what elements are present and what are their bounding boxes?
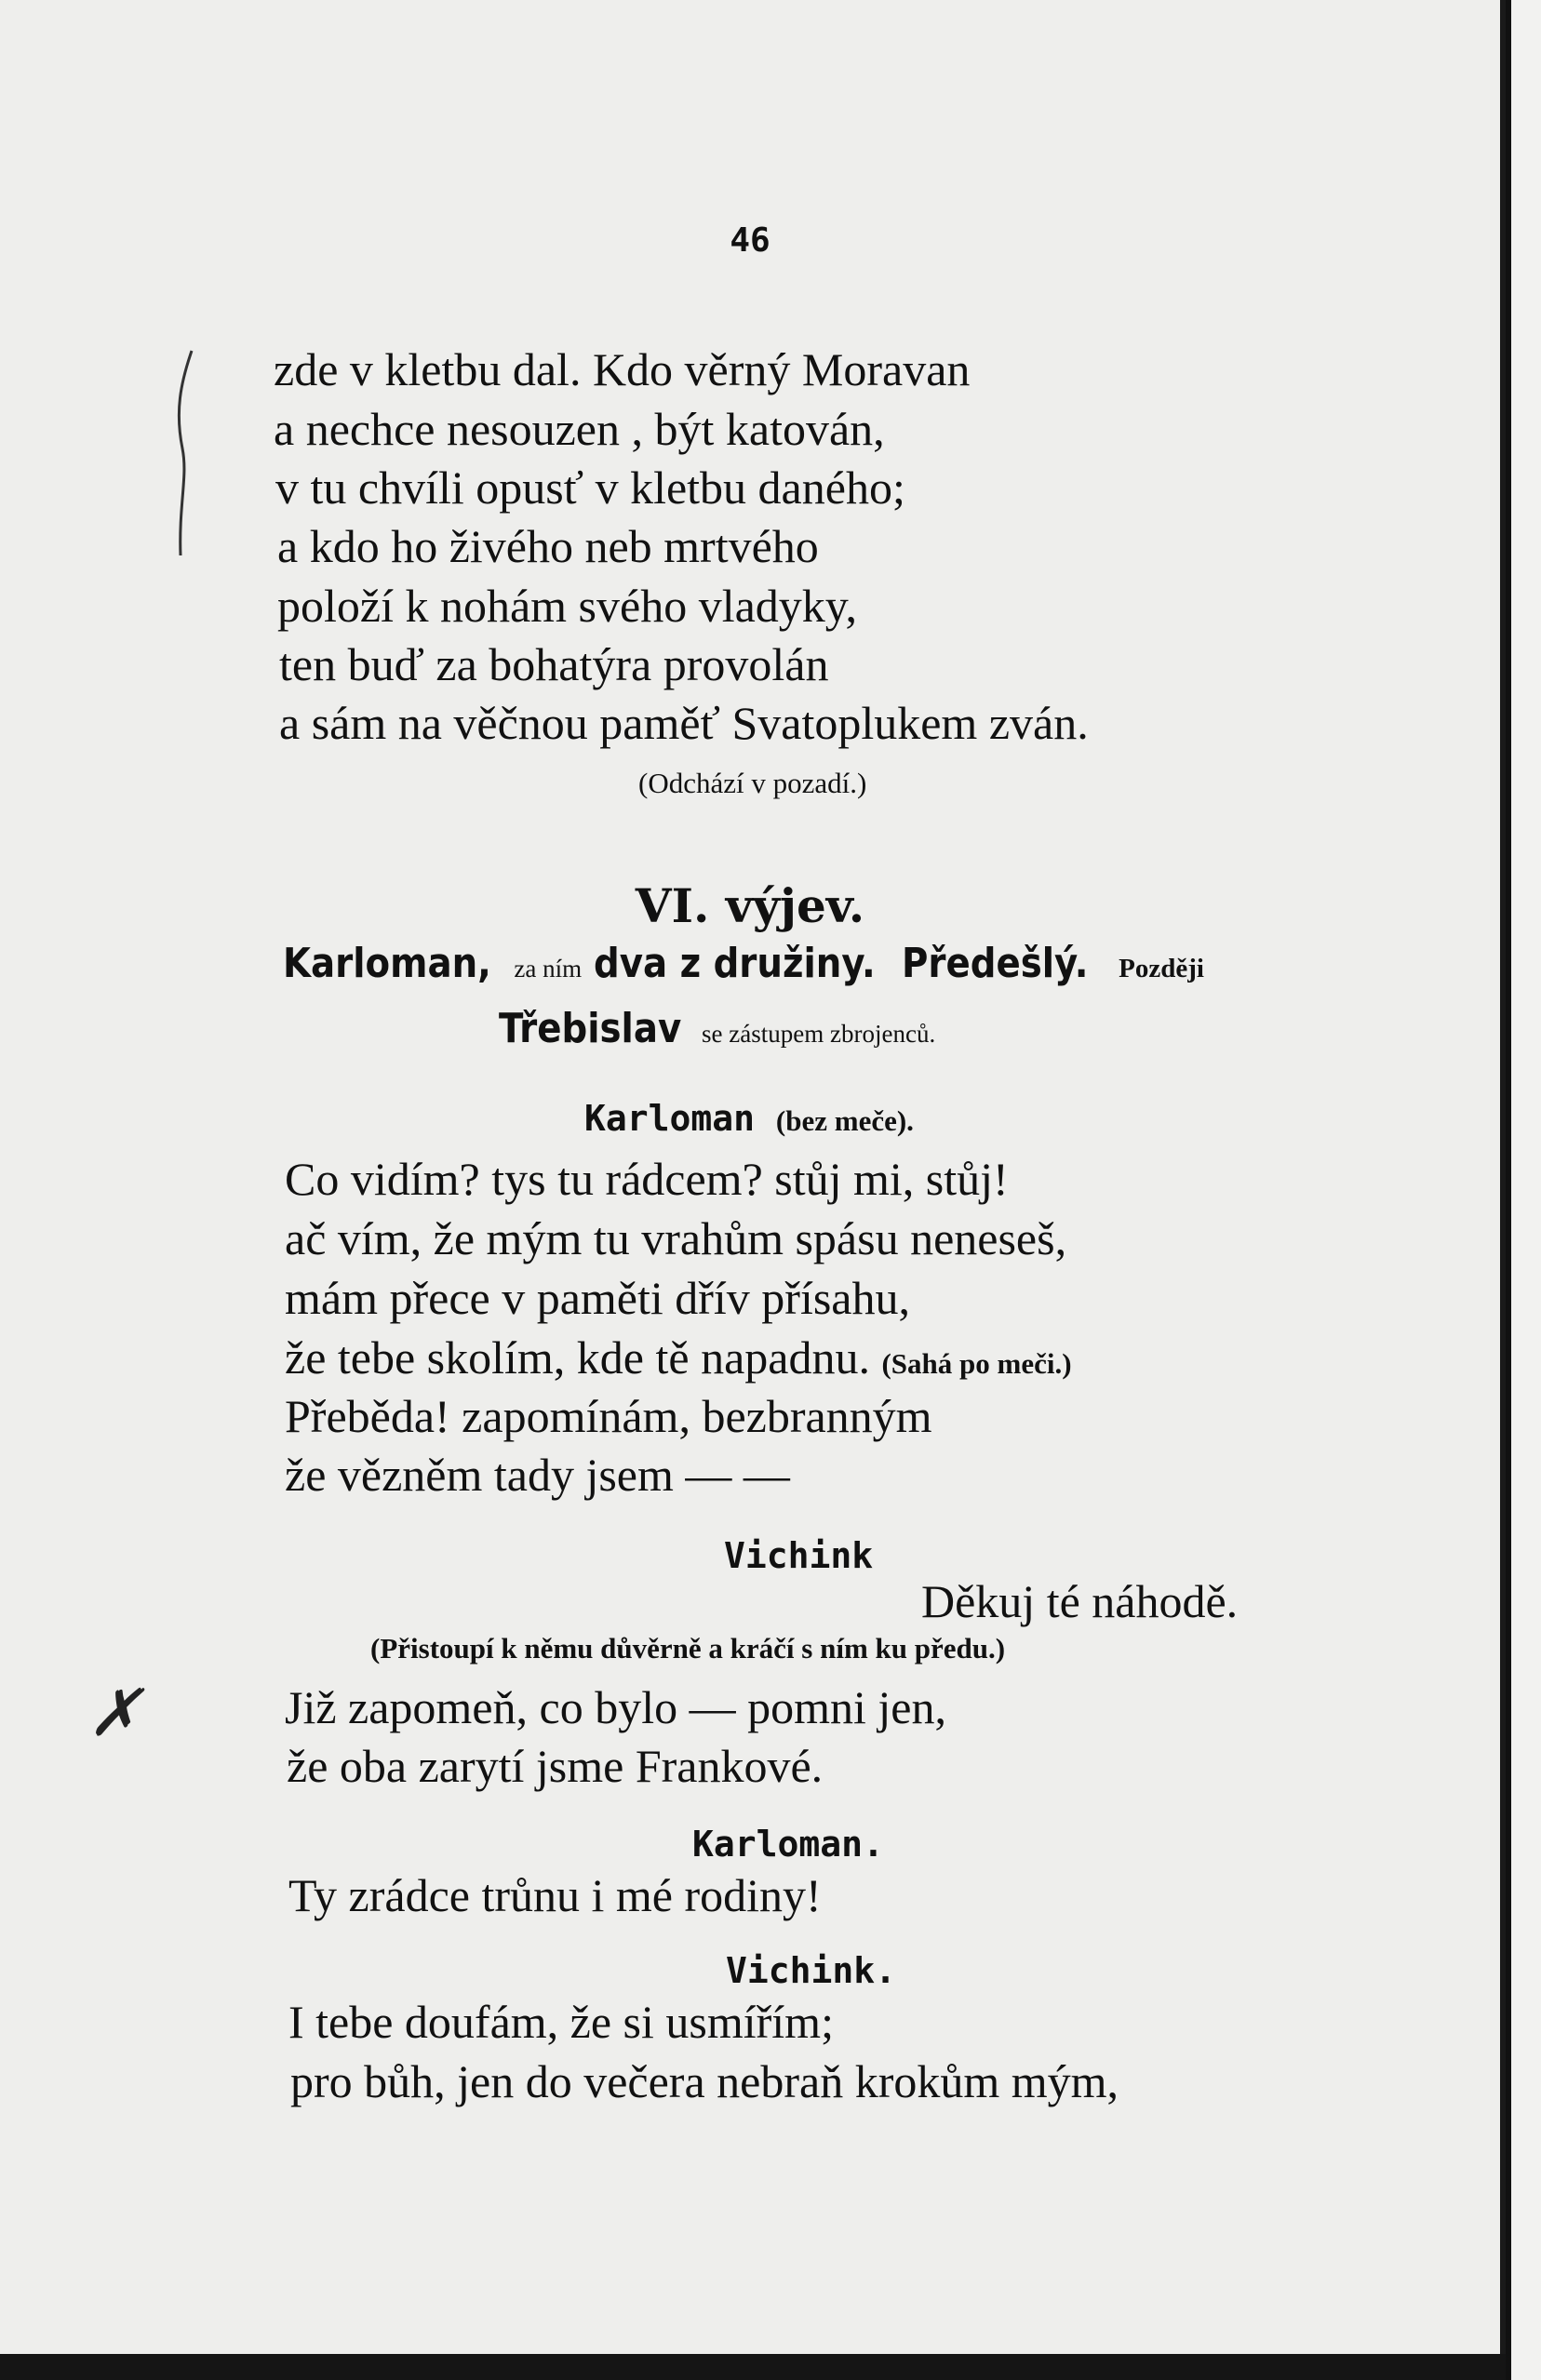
cast-line — [283, 940, 1204, 987]
cast-name: Třebislav — [499, 1005, 682, 1052]
dialogue-line: Přeběda! zapomínám, bezbranným — [285, 1390, 932, 1442]
stage-direction: (Sahá po meči.) — [881, 1347, 1072, 1380]
verse-line: a kdo ho živého neb mrtvého — [277, 520, 819, 572]
speaker-note: (bez meče). — [775, 1104, 914, 1137]
speaker-name-text: Karloman — [584, 1098, 756, 1139]
pencil-x-mark: ✗ — [87, 1675, 142, 1751]
dialogue-text: že tebe skolím, kde tě napadnu. — [285, 1331, 870, 1384]
stage-direction: (Přistoupí k němu důvěrně a kráčí s ním ku předu.) — [370, 1632, 1006, 1665]
dialogue-line: že oba zarytí jsme Frankové. — [287, 1740, 824, 1792]
speaker-name: Karloman. — [692, 1824, 884, 1865]
verse-line: a sám na věčnou paměť Svatoplukem zván. — [279, 697, 1089, 749]
pencil-bracket-mark — [171, 346, 208, 560]
dialogue-line: Co vidím? tys tu rádcem? stůj mi, stůj! — [285, 1153, 1009, 1205]
verse-line: položí k nohám svého vladyky, — [277, 580, 858, 632]
dialogue-line — [285, 1331, 1072, 1384]
cast-name: Karloman, — [283, 940, 491, 987]
dialogue-line: ač vím, že mým tu vrahům spásu neneseš, — [285, 1212, 1067, 1264]
speaker-name — [584, 1098, 914, 1139]
dialogue-line: že vězněm tady jsem — — — [285, 1449, 790, 1501]
dialogue-line: Ty zrádce trůnu i mé rodiny! — [288, 1869, 822, 1921]
scene-title: VI. výjev. — [635, 878, 865, 933]
cast-name: Předešlý. — [902, 940, 1089, 987]
verse-line: zde v kletbu dal. Kdo věrný Moravan — [274, 343, 971, 395]
cast-note: Později — [1119, 954, 1204, 983]
cast-line — [499, 1005, 935, 1052]
verse-line: v tu chvíli opusť v kletbu daného; — [275, 461, 905, 514]
dialogue-line: I tebe doufám, že si usmířím; — [288, 1996, 834, 2048]
stage-direction: (Odchází v pozadí.) — [638, 767, 867, 799]
dialogue-line: mám přece v paměti dřív přísahu, — [285, 1272, 910, 1324]
verse-line: a nechce nesouzen , být katován, — [274, 403, 885, 455]
cast-note: se zástupem zbrojenců. — [702, 1020, 936, 1048]
cast-note: za ním — [514, 955, 583, 983]
scan-border — [0, 2354, 1506, 2380]
page-number: 46 — [730, 221, 770, 260]
cast-name: dva z družiny. — [594, 940, 876, 987]
verse-line: ten buď za bohatýra provolán — [279, 638, 829, 690]
dialogue-line: pro bůh, jen do večera nebraň krokům mým, — [290, 2055, 1119, 2107]
adjacent-page-edge — [1506, 0, 1541, 2380]
speaker-name: Vichink — [724, 1535, 874, 1576]
dialogue-line: Již zapomeň, co bylo — pomni jen, — [285, 1681, 946, 1733]
speaker-name: Vichink. — [726, 1950, 897, 1991]
dialogue-line: Děkuj té náhodě. — [921, 1575, 1239, 1627]
